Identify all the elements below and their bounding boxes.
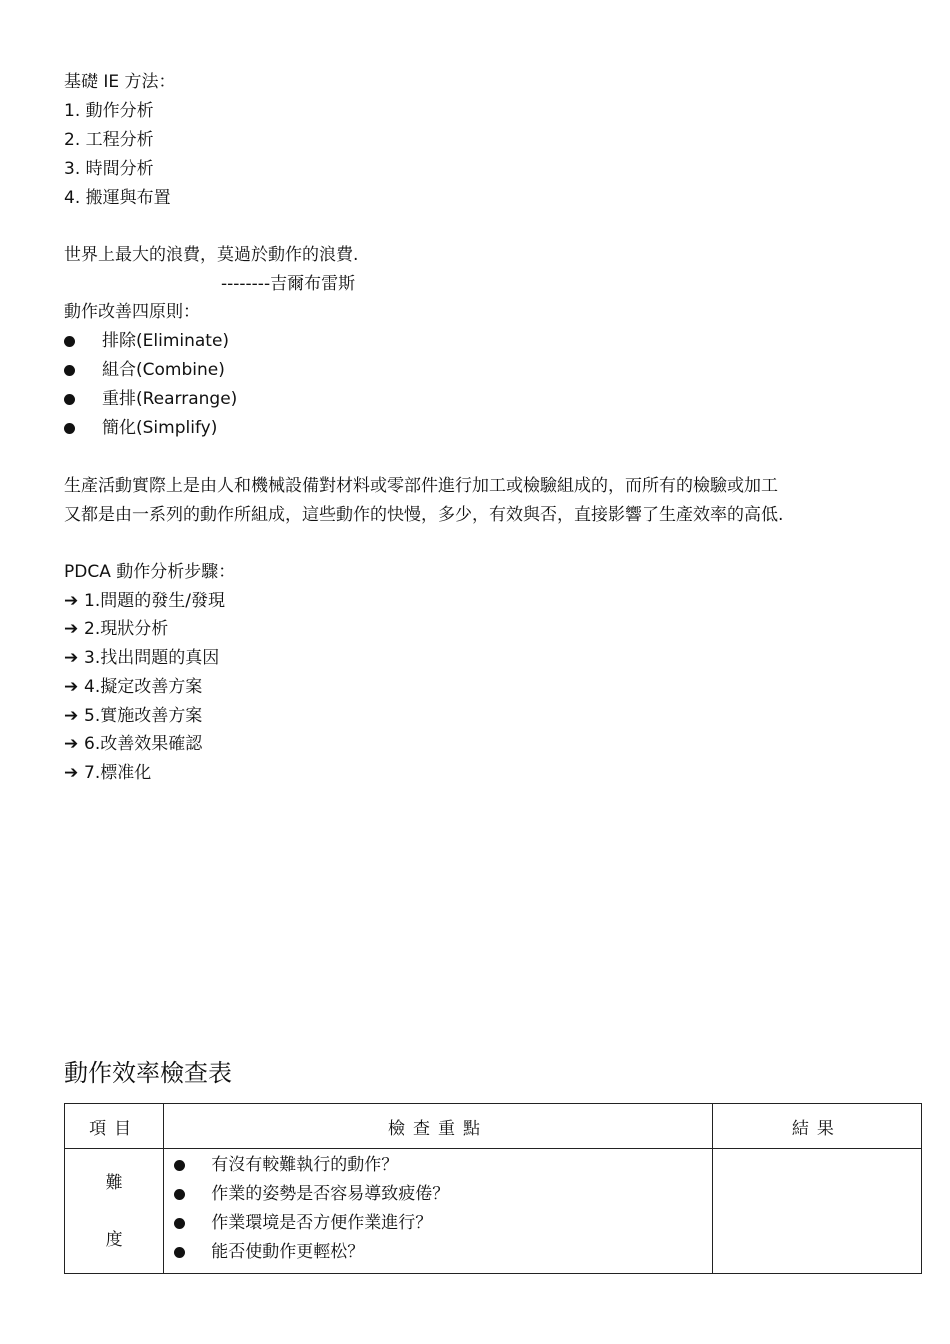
list-item: 作業的姿勢是否容易導致疲倦？ [174, 1180, 711, 1209]
pdca-step [64, 589, 225, 613]
arrow-icon: ➔ [64, 706, 79, 726]
bullet-icon [174, 1218, 185, 1229]
ie-methods-heading: 基礎 IE 方法： [64, 72, 176, 92]
table-header-row [65, 1104, 922, 1149]
ie-method-item: 3. 時間分析 [64, 159, 154, 179]
header-check-points: 檢查重點 [164, 1104, 712, 1149]
arrow-icon: ➔ [64, 763, 79, 783]
principles-heading: 動作改善四原則： [64, 302, 200, 322]
pdca-step-label: 3.找出問題的真因 [84, 648, 220, 668]
category-label: 度 [105, 1229, 123, 1250]
arrow-icon: ➔ [64, 677, 79, 697]
pdca-step-label: 1.問題的發生/發現 [84, 591, 225, 611]
ie-method-item: 1. 動作分析 [64, 101, 154, 121]
bullet-icon [174, 1247, 185, 1258]
check-points-cell [164, 1149, 712, 1274]
header-result: 結果 [712, 1104, 921, 1149]
bullet-icon [174, 1189, 185, 1200]
principle-label: 組合(Combine) [102, 360, 225, 380]
pdca-step [64, 646, 219, 670]
pdca-step [64, 617, 168, 641]
pdca-step [64, 732, 202, 756]
bullet-icon [174, 1160, 185, 1171]
list-item: 作業環境是否方便作業進行？ [174, 1209, 711, 1238]
ie-method-item: 2. 工程分析 [64, 130, 154, 150]
pdca-step [64, 704, 202, 728]
arrow-icon: ➔ [64, 734, 79, 754]
pdca-step-label: 5.實施改善方案 [84, 706, 203, 726]
paragraph-line: 生產活動實際上是由人和機械設備對材料或零部件進行加工或檢驗組成的，而所有的檢驗或加工 [64, 476, 778, 496]
quote-text: 世界上最大的浪費，莫過於動作的浪費. [64, 245, 359, 265]
result-cell [712, 1149, 921, 1274]
quote-author: --------吉爾布雷斯 [221, 274, 356, 294]
table-row [65, 1149, 922, 1274]
pdca-step-label: 4.擬定改善方案 [84, 677, 203, 697]
bullet-icon [64, 394, 75, 405]
principle-item [64, 329, 229, 353]
pdca-step [64, 761, 151, 785]
principle-item [64, 358, 225, 382]
principle-item [64, 416, 217, 440]
arrow-icon: ➔ [64, 591, 79, 611]
arrow-icon: ➔ [64, 619, 79, 639]
principle-item [64, 387, 237, 411]
pdca-step [64, 675, 202, 699]
checklist-table [64, 1103, 922, 1274]
paragraph-line: 又都是由一系列的動作所組成，這些動作的快慢，多少，有效與否，直接影響了生產效率的高低. [64, 505, 784, 525]
pdca-step-label: 6.改善效果確認 [84, 734, 203, 754]
bullet-icon [64, 365, 75, 376]
principle-label: 重排(Rearrange) [102, 389, 238, 409]
list-item: 有沒有較難執行的動作？ [174, 1151, 711, 1180]
ie-method-item: 4. 搬運與布置 [64, 188, 171, 208]
pdca-step-label: 7.標准化 [84, 763, 152, 783]
principle-label: 簡化(Simplify) [102, 418, 218, 438]
pdca-step-label: 2.現狀分析 [84, 619, 169, 639]
arrow-icon: ➔ [64, 648, 79, 668]
pdca-heading: PDCA 動作分析步驟： [64, 562, 236, 582]
list-item: 能否使動作更輕松？ [174, 1238, 711, 1267]
bullet-icon [64, 336, 75, 347]
bullet-icon [64, 423, 75, 434]
category-label: 難 [105, 1172, 123, 1193]
category-cell [65, 1149, 164, 1274]
principle-label: 排除(Eliminate) [102, 331, 230, 351]
checklist-title: 動作效率檢查表 [64, 1059, 232, 1087]
header-item: 項目 [65, 1104, 164, 1149]
